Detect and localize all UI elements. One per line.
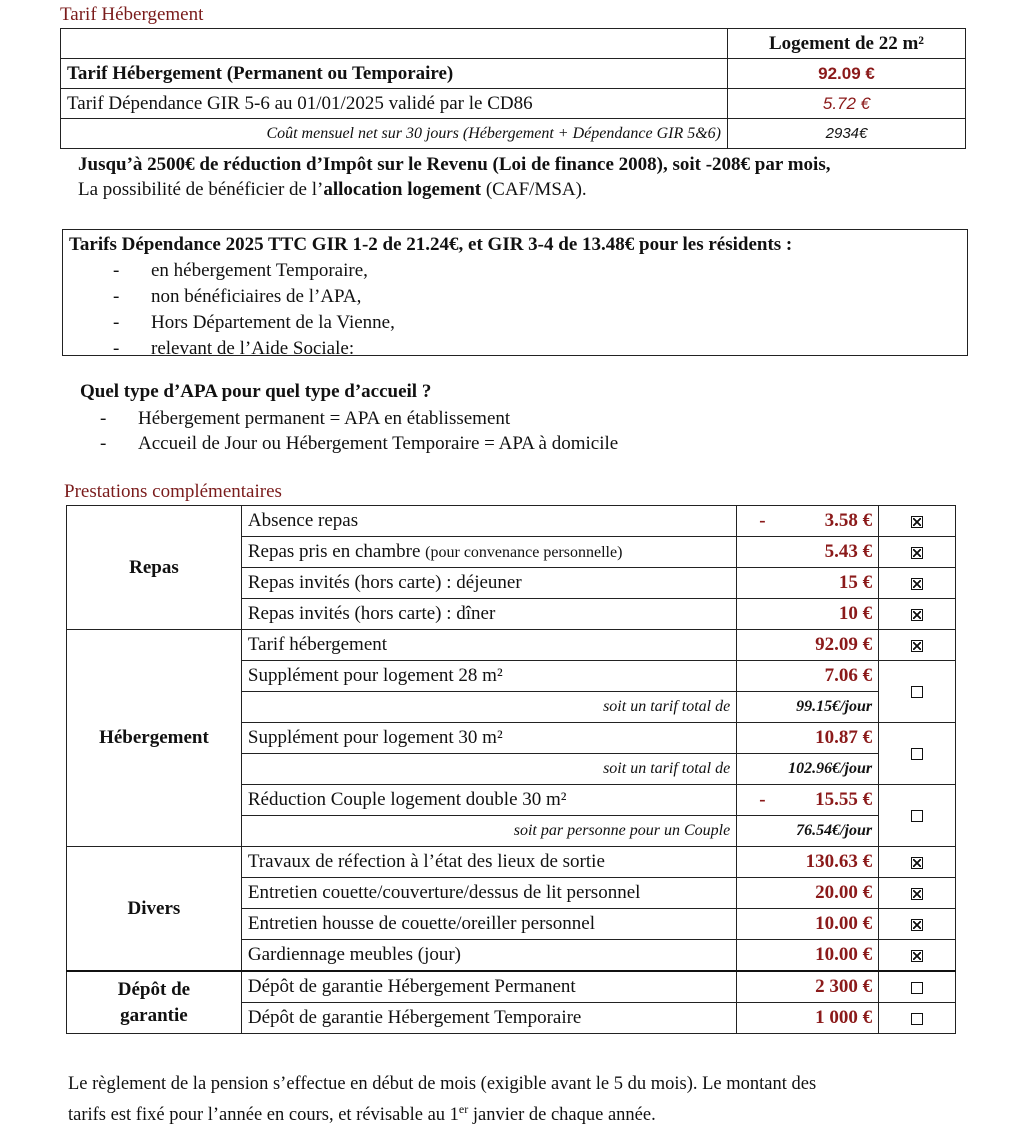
- tarif-header-col: Logement de 22 m²: [728, 29, 966, 59]
- row-label: Travaux de réfection à l’état des lieux de sortie: [241, 847, 736, 878]
- tarif-row-label: Tarif Hébergement (Permanent ou Temporaire): [61, 59, 728, 89]
- category-hebergement: Hébergement: [67, 630, 242, 847]
- tarif-row-value: 92.09 €: [728, 59, 966, 89]
- table-row: [61, 29, 966, 59]
- checkbox-checked-icon[interactable]: [911, 547, 923, 559]
- apa-question: Quel type d’APA pour quel type d’accueil ?: [80, 381, 432, 402]
- checkbox-unchecked-icon[interactable]: [911, 748, 923, 760]
- row-value: 20.00 €: [737, 878, 879, 909]
- table-row: [67, 847, 956, 878]
- table-row: [61, 119, 966, 149]
- checkbox-checked-icon[interactable]: [911, 857, 923, 869]
- row-value: 10.00 €: [737, 940, 879, 972]
- reduction-line2: La possibilité de bénéficier de l’allocation logement (CAF/MSA).: [78, 179, 587, 200]
- row-value: 92.09 €: [737, 630, 879, 661]
- row-value: 130.63 €: [737, 847, 879, 878]
- tarif-row-value: 5.72 €: [728, 89, 966, 119]
- prestations-section-title: Prestations complémentaires: [64, 481, 282, 502]
- table-row: [61, 59, 966, 89]
- checkbox-unchecked-icon[interactable]: [911, 686, 923, 698]
- row-value: - 15.55 €: [737, 785, 879, 816]
- row-label: Supplément pour logement 30 m²: [241, 723, 736, 754]
- tarif-table: [60, 28, 966, 149]
- category-depot: Dépôt de garantie: [67, 971, 242, 1034]
- checkbox-unchecked-icon[interactable]: [911, 982, 923, 994]
- row-value: 5.43 €: [737, 537, 879, 568]
- category-divers: Divers: [67, 847, 242, 972]
- row-label: Absence repas: [241, 506, 736, 537]
- checkbox-checked-icon[interactable]: [911, 919, 923, 931]
- row-value: 2 300 €: [737, 971, 879, 1003]
- tarif-row-label: Coût mensuel net sur 30 jours (Hébergement + Dépendance GIR 5&6): [61, 119, 728, 149]
- footer-text: Le règlement de la pension s’effectue en début de mois (exigible avant le 5 du mois). Le montant des tarifs est fixé pour l’année en cours, et révisable au 1er janvier de chaque année.: [68, 1074, 817, 1126]
- row-label: Dépôt de garantie Hébergement Permanent: [241, 971, 736, 1003]
- row-label: Gardiennage meubles (jour): [241, 940, 736, 972]
- row-total-value: 76.54€/jour: [737, 816, 879, 847]
- list-item: - relevant de l’Aide Sociale:: [69, 336, 961, 362]
- row-label: Repas invités (hors carte) : déjeuner: [241, 568, 736, 599]
- checkbox-unchecked-icon[interactable]: [911, 810, 923, 822]
- apa-list: [78, 406, 618, 456]
- row-label: Repas pris en chambre (pour convenance personnelle): [241, 537, 736, 568]
- row-label: Repas invités (hors carte) : dîner: [241, 599, 736, 630]
- table-row: [67, 971, 956, 1003]
- row-label: Entretien couette/couverture/dessus de lit personnel: [241, 878, 736, 909]
- checkbox-checked-icon[interactable]: [911, 888, 923, 900]
- row-total-value: 99.15€/jour: [737, 692, 879, 723]
- category-repas: Repas: [67, 506, 242, 630]
- table-row: [61, 89, 966, 119]
- dependance-title: Tarifs Dépendance 2025 TTC GIR 1-2 de 21.24€, et GIR 3-4 de 13.48€ pour les résidents :: [69, 234, 793, 255]
- checkbox-unchecked-icon[interactable]: [911, 1013, 923, 1025]
- dependance-box: [62, 229, 968, 359]
- row-total-label: soit un tarif total de: [241, 754, 736, 785]
- table-row: [67, 630, 956, 661]
- row-label: Entretien housse de couette/oreiller personnel: [241, 909, 736, 940]
- tarif-row-value: 2934€: [728, 119, 966, 149]
- row-label: Réduction Couple logement double 30 m²: [241, 785, 736, 816]
- table-row: [67, 506, 956, 537]
- list-item: - en hébergement Temporaire,: [69, 258, 961, 284]
- row-value: 7.06 €: [737, 661, 879, 692]
- row-total-label: soit par personne pour un Couple: [241, 816, 736, 847]
- row-value: 10.87 €: [737, 723, 879, 754]
- row-label: Dépôt de garantie Hébergement Temporaire: [241, 1003, 736, 1034]
- reduction-line1: Jusqu’à 2500€ de réduction d’Impôt sur le Revenu (Loi de finance 2008), soit -208€ par mois,: [78, 154, 831, 175]
- list-item: - Hébergement permanent = APA en établissement: [78, 406, 618, 431]
- row-value: - 3.58 €: [737, 506, 879, 537]
- prestations-table: [66, 505, 956, 1034]
- list-item: - Accueil de Jour ou Hébergement Temporaire = APA à domicile: [78, 431, 618, 456]
- row-value: 10.00 €: [737, 909, 879, 940]
- tarif-row-label: Tarif Dépendance GIR 5-6 au 01/01/2025 validé par le CD86: [61, 89, 728, 119]
- row-label: Supplément pour logement 28 m²: [241, 661, 736, 692]
- list-item: - non bénéficiaires de l’APA,: [69, 284, 961, 310]
- row-total-value: 102.96€/jour: [737, 754, 879, 785]
- row-total-label: soit un tarif total de: [241, 692, 736, 723]
- checkbox-checked-icon[interactable]: [911, 578, 923, 590]
- list-item: - Hors Département de la Vienne,: [69, 310, 961, 336]
- checkbox-checked-icon[interactable]: [911, 950, 923, 962]
- row-label: Tarif hébergement: [241, 630, 736, 661]
- row-value: 15 €: [737, 568, 879, 599]
- tarif-section-title: Tarif Hébergement: [60, 4, 204, 25]
- checkbox-checked-icon[interactable]: [911, 640, 923, 652]
- row-value: 1 000 €: [737, 1003, 879, 1034]
- checkbox-checked-icon[interactable]: [911, 609, 923, 621]
- dependance-list: [69, 258, 961, 362]
- row-value: 10 €: [737, 599, 879, 630]
- checkbox-checked-icon[interactable]: [911, 516, 923, 528]
